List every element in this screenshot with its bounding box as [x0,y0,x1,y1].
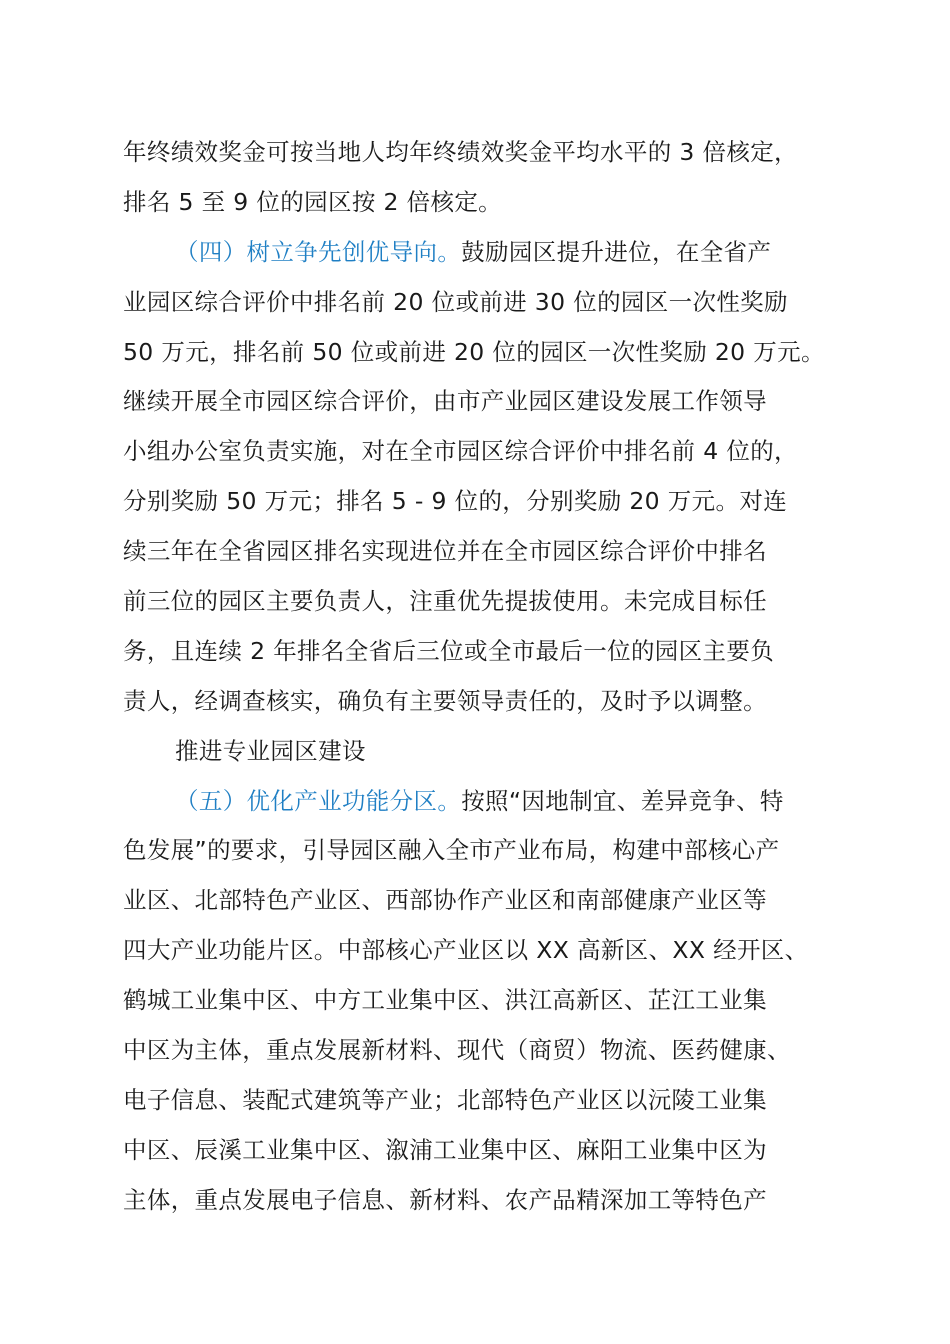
section-four-heading: （四）树立争先创优导向。 [175,237,462,266]
paragraph-line: 前三位的园区主要负责人，注重优先提拔使用。未完成目标任 [123,587,767,616]
paragraph-line: 四大产业功能片区。中部核心产业区以 XX 高新区、XX 经开区、 [123,936,809,965]
paragraph-line: 主体，重点发展电子信息、新材料、农产品精深加工等特色产 [123,1185,767,1214]
paragraph-line: 业区、北部特色产业区、西部协作产业区和南部健康产业区等 [123,886,767,915]
paragraph-line: 中区为主体，重点发展新材料、现代（商贸）物流、医药健康、 [123,1036,791,1065]
paragraph-line: 电子信息、装配式建筑等产业；北部特色产业区以沅陵工业集 [123,1085,767,1114]
paragraph-line: 年终绩效奖金可按当地人均年终绩效奖金平均水平的 3 倍核定， [123,138,798,166]
section-five-first-line [123,777,863,827]
paragraph-line: 色发展”的要求，引导园区融入全市产业布局，构建中部核心产 [123,836,780,865]
paragraph-line: 责人，经调查核实，确负有主要领导责任的，及时予以调整。 [123,686,767,715]
paragraph-line: 业园区综合评价中排名前 20 位或前进 30 位的园区一次性奖励 [123,287,788,316]
section-five-lead-text: 按照“因地制宜、差异竞争、特 [461,786,784,815]
paragraph-line: 分别奖励 50 万元；排名 5 - 9 位的，分别奖励 20 万元。对连 [123,487,788,516]
paragraph-line: 排名 5 至 9 位的园区按 2 倍核定。 [123,187,503,216]
paragraph-line: 务，且连续 2 年排名全省后三位或全市最后一位的园区主要负 [123,636,775,665]
subsection-title: 推进专业园区建设 [175,736,366,765]
paragraph-line: 鹤城工业集中区、中方工业集中区、洪江高新区、芷江工业集 [123,986,767,1015]
section-four-lead-text: 鼓励园区提升进位，在全省产 [461,237,772,266]
document-page [123,128,863,1226]
section-five-heading: （五）优化产业功能分区。 [175,786,462,815]
paragraph-line: 续三年在全省园区排名实现进位并在全市园区综合评价中排名 [123,537,767,566]
paragraph-line: 小组办公室负责实施，对在全市园区综合评价中排名前 4 位的， [123,437,798,466]
paragraph-line: 中区、辰溪工业集中区、溆浦工业集中区、麻阳工业集中区为 [123,1135,767,1164]
section-four-first-line [123,228,863,278]
paragraph-line: 继续开展全市园区综合评价，由市产业园区建设发展工作领导 [123,387,767,416]
paragraph-line: 50 万元，排名前 50 位或前进 20 位的园区一次性奖励 20 万元。 [123,337,825,366]
